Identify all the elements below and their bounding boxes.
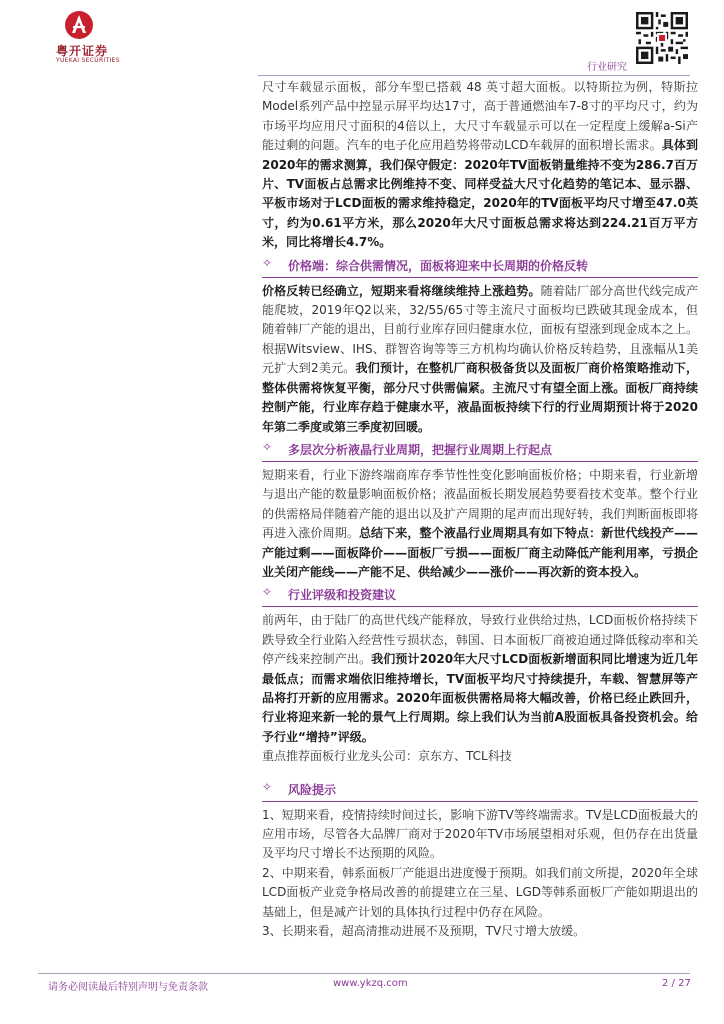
paragraph-recommendation: 重点推荐面板行业龙头公司：京东方、TCL科技 <box>262 749 512 764</box>
logo-emblem-icon <box>64 10 94 40</box>
footer-website-link[interactable]: www.ykzq.com <box>333 978 408 989</box>
footer-divider <box>38 973 690 974</box>
text-price-detail: 随着陆厂部分高世代线完成产能爬坡，2019年Q2以来，32/55/65寸等主流尺寸面板均已跌破其现金成本，但随着韩厂产能的退出，目前行业库存回归健康水位，面板有望涨到现金成本之上。根据Witsview、IHS、群智咨询等等三方机构均确认价格反转趋势，且涨幅从1美元扩大到2美元。 <box>262 283 698 376</box>
text-rating-detail: 前两年，由于陆厂的高世代线产能释放，导致行业供给过热，LCD面板价格持续下跌导致全行业陷入经营性亏损状态，韩国、日本面板厂商被迫通过降低稼动率和关停产线来控制产出。 <box>262 613 698 667</box>
text-demand-lead: 尺寸车载显示面板，部分车型已搭载 48 英寸超大面板。以特斯拉为例，特斯拉Model系列产品中控显示屏平均达17寸，高于普通燃油车7-8寸的平均尺寸，约为市场平均应用尺寸面积的4倍以上，大尺寸车载显示可以在一定程度上缓解a-Si产能过剩的问题。汽车的电子化应用趋势将带动LCD车载屏的面积增长需求。 <box>262 80 698 153</box>
risk-item-long-term: 3、长期来看，超高清推动进展不及预期，TV尺寸增大放缓。 <box>262 924 586 939</box>
text-rating-conclusion: 我们预计2020年大尺寸LCD面板新增面积同比增速为近几年最低点；而需求端依旧维持增长，TV面板平均尺寸持续提升，车载、智慧屏等产品将打开新的应用需求。2020年面板供需格局将大幅改善，价格已经止跌回升，行业将迎来新一轮的景气上行周期。综上我们认为当前A股面板具备投资机会。给予行业“增持”评级。 <box>262 652 698 744</box>
text-price-lead: 价格反转已经确立，短期来看将继续维持上涨趋势。 <box>262 283 541 298</box>
section-underline <box>262 461 698 462</box>
report-body <box>262 78 698 941</box>
section-underline <box>262 277 698 278</box>
sparkle-bullet-icon: ✧ <box>262 585 273 600</box>
text-price-forecast: 我们预计，在整机厂商积极备货以及面板厂商价格策略推动下，整体供需将恢复平衡，部分尺寸供需偏紧。主流尺寸有望全面上涨。面板厂商持续控制产能，行业库存趋于健康水平，液晶面板持续下行的行业周期预计将于2020年第二季度或第三季度初回暖。 <box>262 361 698 434</box>
section-title-rating: 行业评级和投资建议 <box>288 588 397 603</box>
paragraph-cycle <box>262 466 698 582</box>
sparkle-bullet-icon: ✧ <box>262 255 273 270</box>
footer-disclaimer: 请务必阅读最后特别声明与免责条款 <box>48 982 208 993</box>
sparkle-bullet-icon: ✧ <box>262 439 273 454</box>
report-category-label: 行业研究 <box>587 62 627 73</box>
section-heading-risk <box>262 780 698 802</box>
section-underline <box>262 606 698 607</box>
section-underline <box>262 801 698 802</box>
logo-english-name: YUEKAI SECURITIES <box>56 57 120 64</box>
qr-code-icon <box>636 12 688 64</box>
paragraph-demand <box>262 78 698 253</box>
logo-chinese-name: 粤开证券 <box>56 44 109 58</box>
section-heading-rating <box>262 585 698 607</box>
text-cycle-summary: 总结下来，整个液晶行业周期具有如下特点：新世代线投产——产能过剩——面板降价——面板厂亏损——面板厂商主动降低产能利用率，亏损企业关闭产能线——产能不足、供给减少——涨价——再次新的资本投入。 <box>262 526 698 579</box>
header-divider <box>258 75 690 76</box>
text-cycle-detail: 短期来看，行业下游终端商库存季节性性变化影响面板价格；中期来看，行业新增与退出产能的数量影响面板价格；液晶面板长期发展趋势要看技术变革。整个行业的供需格局伴随着产能的退出以及扩产周期的尾声而出现好转，我们判断面板即将再进入涨价周期。 <box>262 467 698 541</box>
section-heading-price <box>262 256 698 278</box>
page-number: 2 / 27 <box>662 978 691 989</box>
paragraph-price <box>262 282 698 437</box>
section-heading-cycle <box>262 440 698 462</box>
section-title-cycle: 多层次分析液晶行业周期，把握行业周期上行起点 <box>288 442 553 457</box>
paragraph-rating <box>262 611 698 747</box>
company-logo <box>54 10 128 68</box>
text-demand-estimate: 具体到2020年的需求测算，我们保守假定：2020年TV面板销量维持不变为286.7百万片、TV面板占总需求比例维持不变、同样受益大尺寸化趋势的笔记本、显示器、平板市场对于LCD面板的需求维持稳定，2020年的TV面板平均尺寸增至47.0英寸，约为0.61平方米，那么2020年大尺寸面板总需求将达到224.21百万平方米，同比将增长4.7%。 <box>262 138 698 250</box>
risk-item-short-term: 1、短期来看，疫情持续时间过长，影响下游TV等终端需求。TV是LCD面板最大的应用市场，尽管各大品牌厂商对于2020年TV市场展望相对乐观，但仍存在出货量及平均尺寸增长不达预期的风险。 <box>262 807 698 861</box>
sparkle-bullet-icon: ✧ <box>262 779 273 794</box>
risk-item-mid-term: 2、中期来看，韩系面板厂产能退出进度慢于预期。如我们前文所提，2020年全球LCD面板产业竞争格局改善的前提建立在三星、LGD等韩系面板厂产能如期退出的基础上，但是减产计划的具体执行过程中仍存在风险。 <box>262 865 698 919</box>
section-title-risk: 风险提示 <box>288 782 337 797</box>
section-title-price: 价格端：综合供需情况，面板将迎来中长周期的价格反转 <box>288 258 589 273</box>
